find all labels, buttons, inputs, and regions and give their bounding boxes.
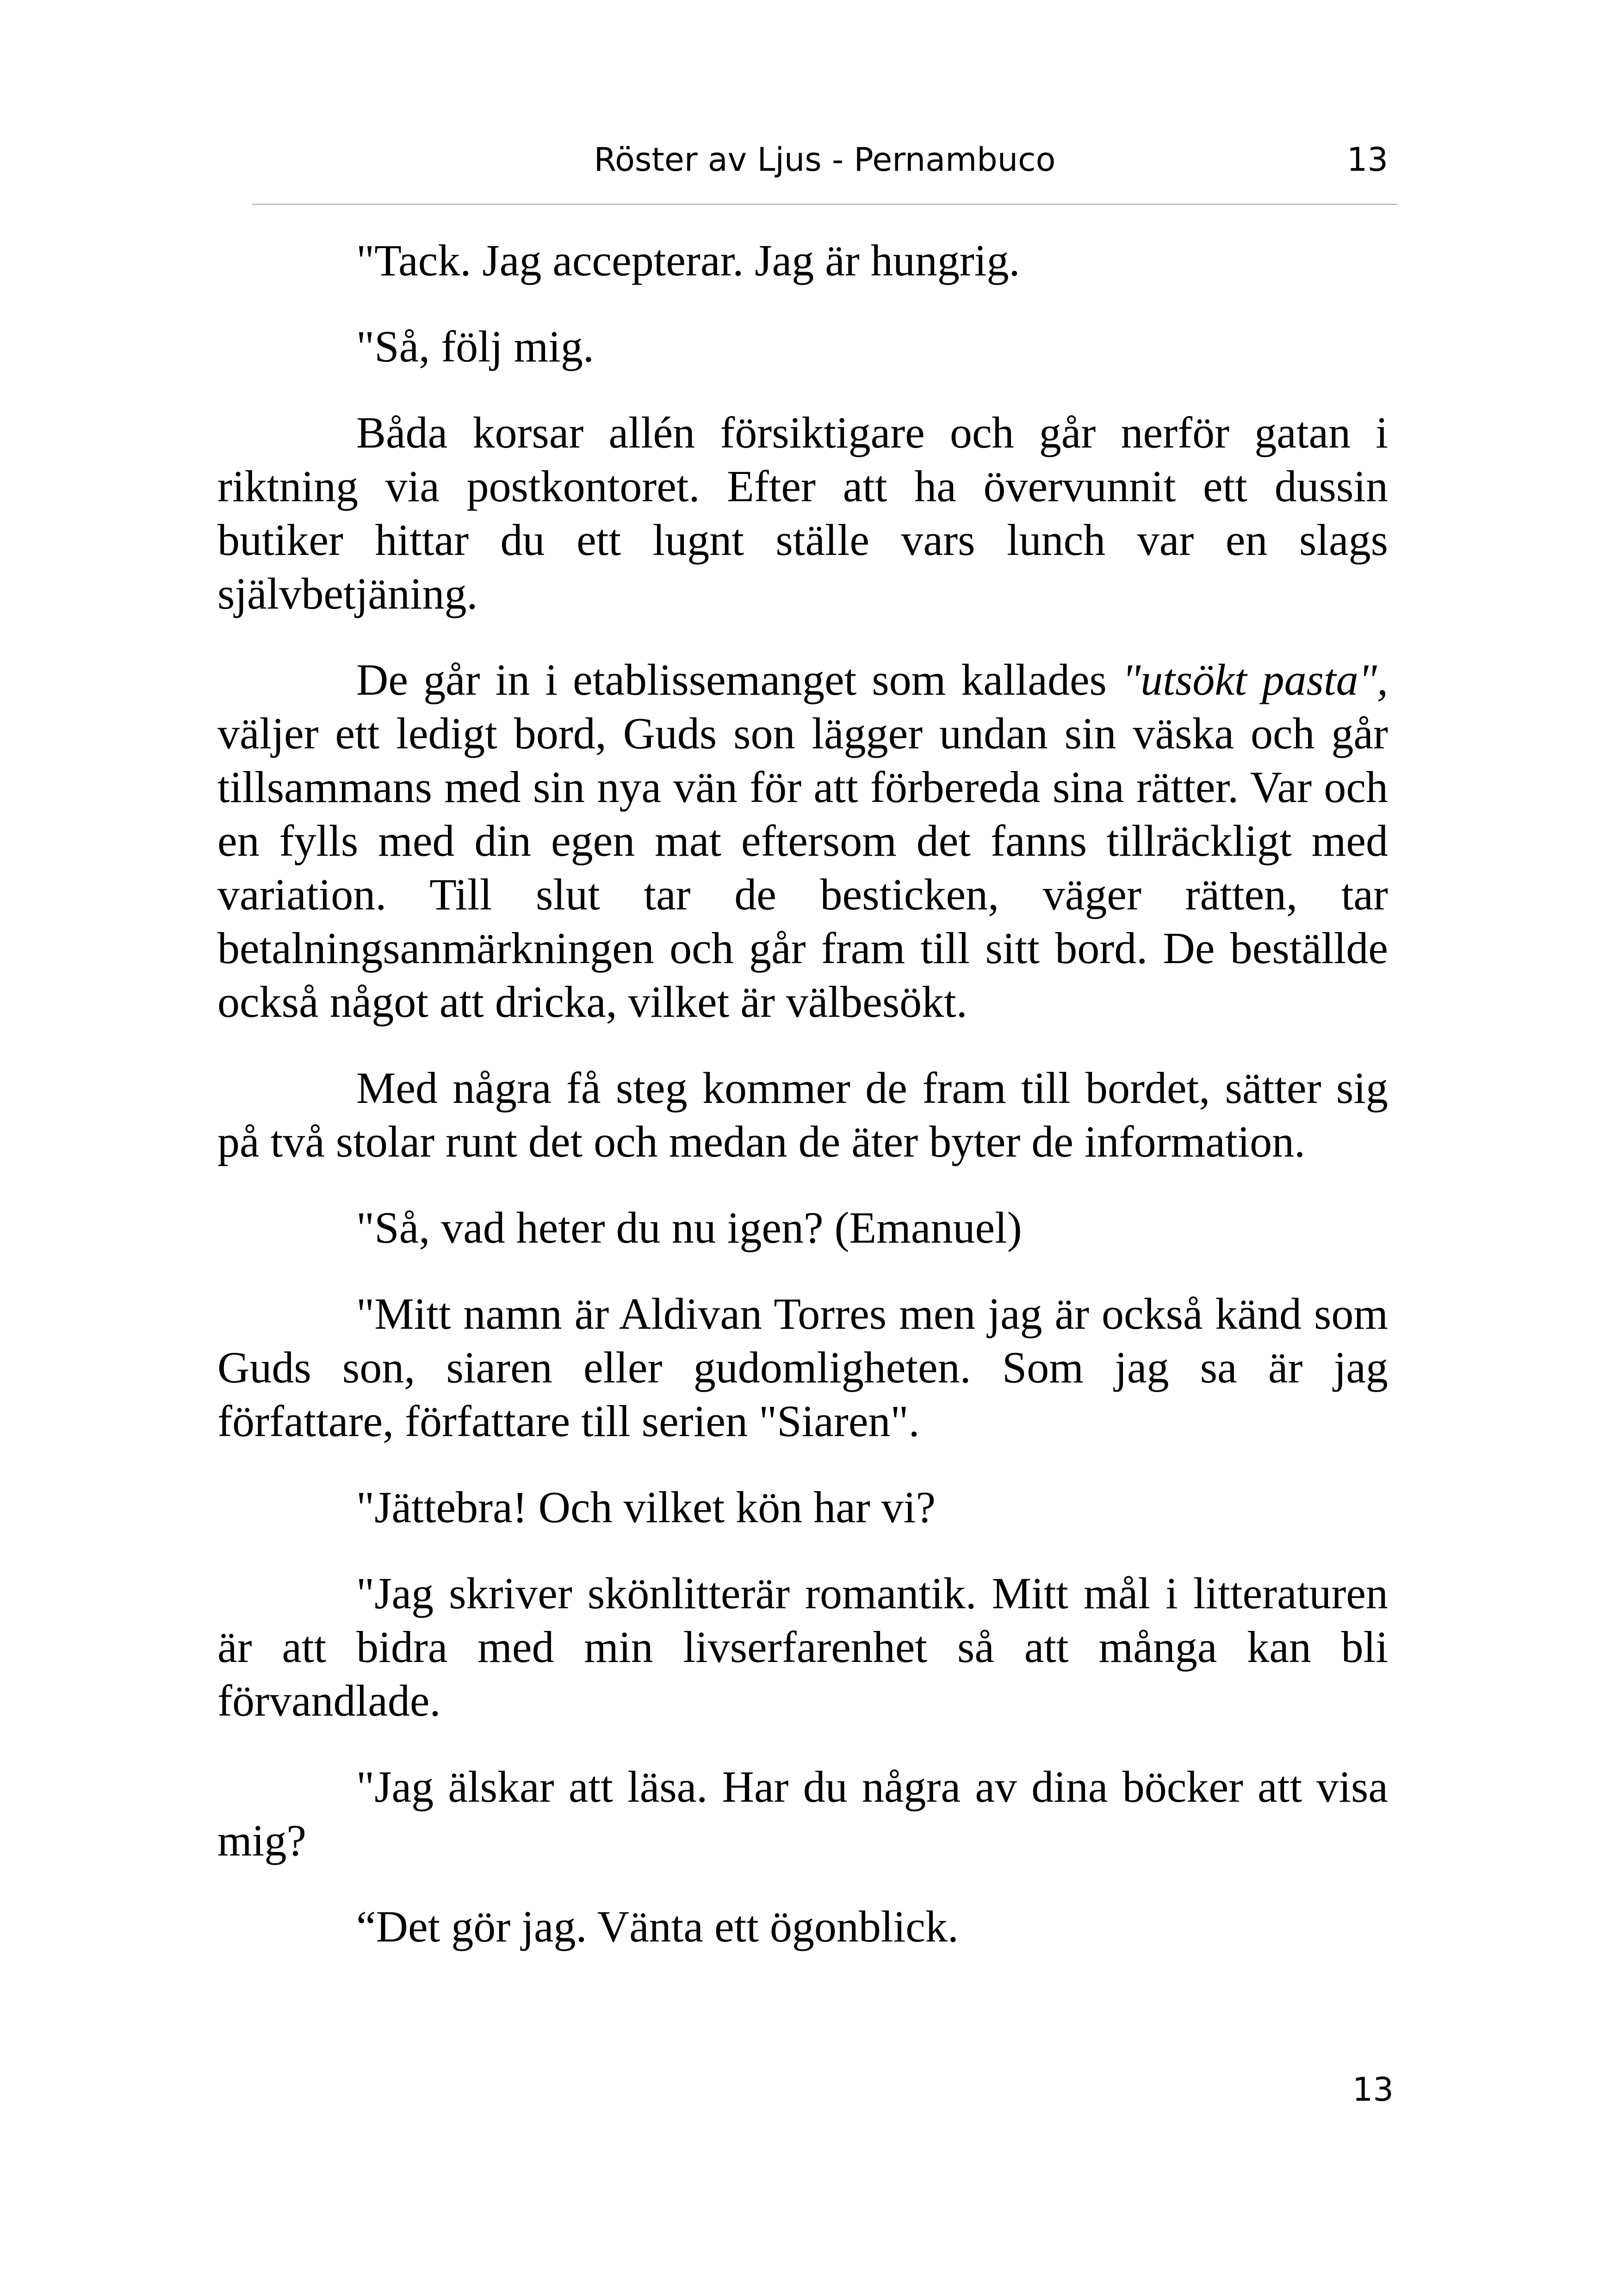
paragraph: Båda korsar allén försiktigare och går nerför gatan i riktning via postkontoret. Efter att ha övervunnit ett dussin butiker hittar du ett lugnt ställe vars lunch var en slags självbetjäning. xyxy=(217,408,1388,618)
paragraph: "Jättebra! Och vilket kön har vi? xyxy=(356,1482,936,1532)
paragraph: "Jag älskar att läsa. Har du några av dina böcker att visa mig? xyxy=(217,1762,1388,1865)
book-title: Röster av Ljus - Pernambuco xyxy=(594,141,1056,179)
paragraph-text: väljer ett ledigt bord, Guds son lägger undan sin väska och går tillsammans med sin nya vän för att förbereda sina rätter. Var och en fylls med din egen mat eftersom det fanns tillräckligt med variation. Till slut tar de besticken, väger rätten, tar betalningsanmärkningen och går fram till sitt bord. De beställde också något att dricka, vilket är välbesökt. xyxy=(217,709,1388,1027)
italic-restaurant-name: "utsökt pasta", xyxy=(1122,655,1389,704)
page-body xyxy=(217,234,1388,1986)
paragraph: "Så, följ mig. xyxy=(356,322,594,371)
paragraph-text: De går in i etablissemanget som kallades xyxy=(356,655,1122,704)
running-header xyxy=(252,134,1397,205)
footer-page-number: 13 xyxy=(1352,2071,1394,2109)
paragraph: Med några få steg kommer de fram till bordet, sätter sig på två stolar runt det och medan de äter byter de information. xyxy=(217,1063,1388,1166)
header-page-number: 13 xyxy=(1346,141,1388,179)
paragraph xyxy=(217,653,1388,1029)
paragraph: "Jag skriver skönlitterär romantik. Mitt mål i litteraturen är att bidra med min livserfarenhet så att många kan bli förvandlade. xyxy=(217,1568,1388,1725)
paragraph: “Det gör jag. Vänta ett ögonblick. xyxy=(356,1902,959,1951)
paragraph: "Så, vad heter du nu igen? (Emanuel) xyxy=(356,1203,1022,1252)
paragraph: "Mitt namn är Aldivan Torres men jag är också känd som Guds son, siaren eller gudomligheten. Som jag sa är jag författare, författare till serien "Siaren". xyxy=(217,1289,1388,1446)
paragraph: "Tack. Jag accepterar. Jag är hungrig. xyxy=(356,236,1020,285)
